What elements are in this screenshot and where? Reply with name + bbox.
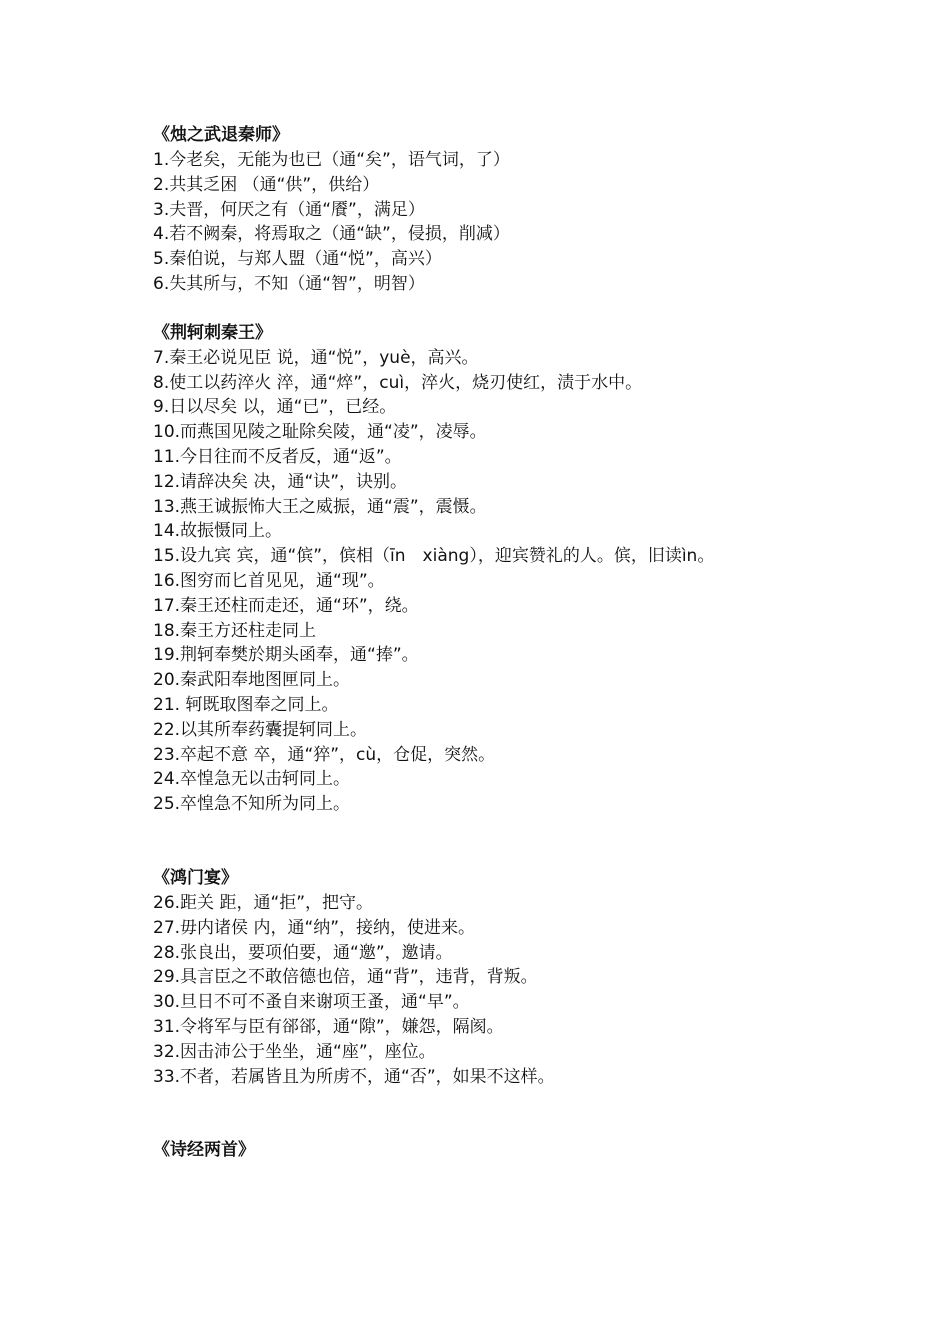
list-item: 23.卒起不意 卒，通“猝”，cù，仓促，突然。 xyxy=(153,744,496,765)
section-title: 《烛之武退秦师》 xyxy=(153,125,289,145)
section-hongmenyan xyxy=(153,866,803,1089)
list-item: 2.共其乏困 （通“供”，供给） xyxy=(153,174,380,195)
list-item: 15.设九宾 宾，通“傧”，傧相（īn xiàng），迎宾赞礼的人。傧，旧读ìn。 xyxy=(153,546,715,567)
list-item: 8.使工以药淬火 淬，通“焠”，cuì，淬火，烧刃使红，渍于水中。 xyxy=(153,372,643,393)
list-item: 21. 轲既取图奉之同上。 xyxy=(153,694,339,715)
section-jingke xyxy=(153,321,803,817)
list-item: 3.夫晋，何厌之有（通“餍”，满足） xyxy=(153,199,425,220)
section-shijing xyxy=(153,1138,803,1163)
list-item: 18.秦王方还柱走同上 xyxy=(153,620,317,641)
list-item: 33.不者，若属皆且为所虏不，通“否”，如果不这样。 xyxy=(153,1066,555,1087)
list-item: 5.秦伯说，与郑人盟（通“悦”，高兴） xyxy=(153,249,442,270)
list-item: 22.以其所奉药囊提轲同上。 xyxy=(153,719,368,740)
list-item: 7.秦王必说见臣 说，通“悦”，yuè，高兴。 xyxy=(153,347,479,368)
list-item: 16.图穷而匕首见见，通“现”。 xyxy=(153,570,385,591)
list-item: 31.令将军与臣有郤郤，通“隙”，嫌怨，隔阂。 xyxy=(153,1016,504,1037)
document-body xyxy=(153,123,803,1163)
list-item: 28.张良出，要项伯要，通“邀”，邀请。 xyxy=(153,942,453,963)
section-title: 《诗经两首》 xyxy=(153,1140,255,1161)
section-spacer xyxy=(153,1089,803,1138)
list-item: 30.旦日不可不蚤自来谢项王蚤，通“早”。 xyxy=(153,992,470,1013)
list-item: 9.日以尽矣 以，通“已”，已经。 xyxy=(153,397,397,418)
list-item: 19.荆轲奉樊於期头函奉，通“捧”。 xyxy=(153,645,419,666)
list-item: 12.请辞决矣 决，通“诀”，诀别。 xyxy=(153,471,408,492)
list-item: 10.而燕国见陵之耻除矣陵，通“凌”，凌辱。 xyxy=(153,422,487,443)
section-zhuzhiwu xyxy=(153,123,803,297)
list-item: 25.卒惶急不知所为同上。 xyxy=(153,794,351,815)
list-item: 24.卒惶急无以击轲同上。 xyxy=(153,769,351,790)
list-item: 26.距关 距，通“拒”，把守。 xyxy=(153,892,374,913)
list-item: 20.秦武阳奉地图匣同上。 xyxy=(153,670,351,691)
list-item: 1.今老矣，无能为也已（通“矣”，语气词，了） xyxy=(153,150,510,170)
section-title: 《荆轲刺秦王》 xyxy=(153,322,272,343)
section-title: 《鸿门宴》 xyxy=(153,867,238,888)
list-item: 14.故振慑同上。 xyxy=(153,521,283,542)
list-item: 6.失其所与，不知（通“智”，明智） xyxy=(153,273,425,294)
list-item: 13.燕王诚振怖大王之威振，通“震”，震慑。 xyxy=(153,496,487,517)
section-spacer xyxy=(153,817,803,866)
list-item: 17.秦王还柱而走还，通“环”，绕。 xyxy=(153,595,419,616)
list-item: 27.毋内诸侯 内，通“纳”，接纳，使进来。 xyxy=(153,917,476,938)
list-item: 11.今日往而不反者反，通“返”。 xyxy=(153,446,402,467)
list-item: 4.若不阙秦，将焉取之（通“缺”，侵损，削减） xyxy=(153,224,510,245)
section-spacer xyxy=(153,297,803,321)
list-item: 32.因击沛公于坐坐，通“座”，座位。 xyxy=(153,1041,436,1062)
list-item: 29.具言臣之不敢倍德也倍，通“背”，违背，背叛。 xyxy=(153,967,538,988)
